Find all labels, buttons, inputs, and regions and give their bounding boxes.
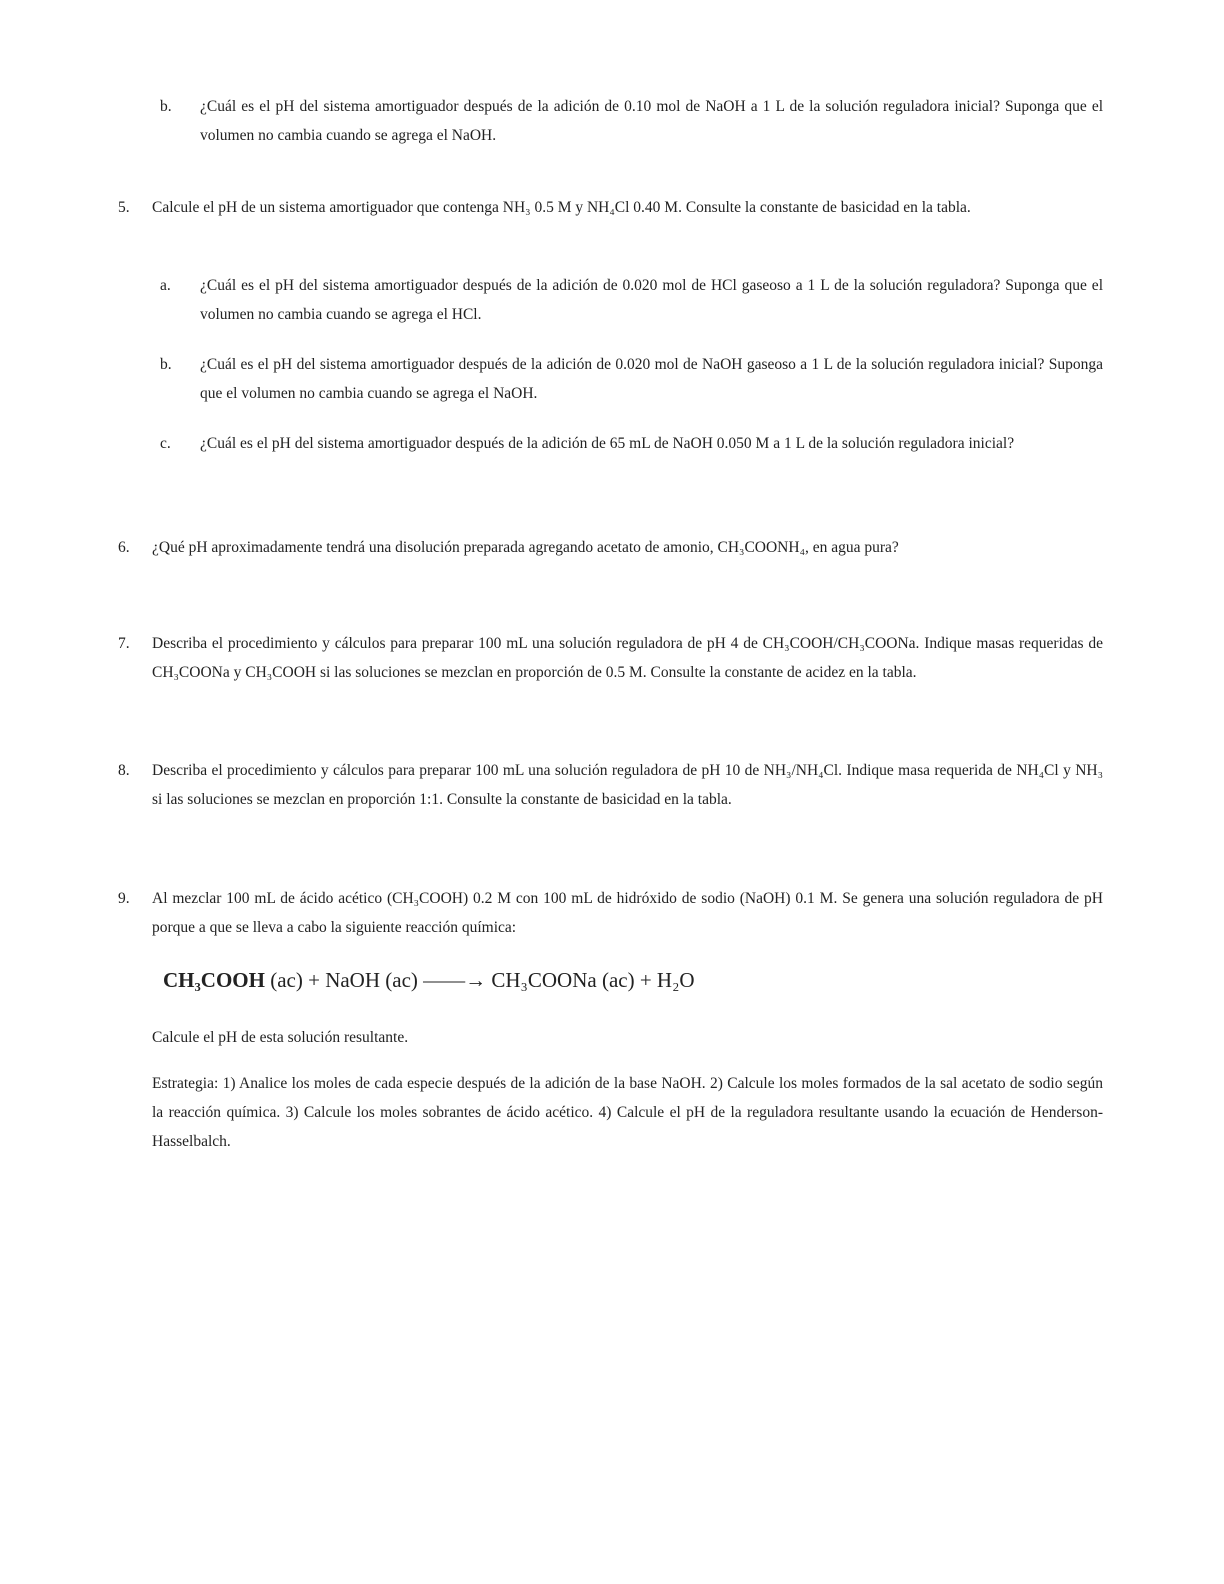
calculate-instruction: Calcule el pH de esta solución resultante. [152, 1029, 409, 1046]
question-6-number: 6. [118, 539, 130, 556]
question-7 [118, 629, 1103, 687]
question-5c [160, 429, 1103, 458]
question-5b-number: b. [160, 356, 172, 373]
question-7-number: 7. [118, 635, 130, 652]
question-8-text: Describa el procedimiento y cálculos para preparar 100 mL una solución reguladora de pH 10 de NH₃/NH₄Cl. Indique masa requerida de NH₄Cl y NH₃ si las soluciones se mezclan en proporción 1:1. Consulte la constante de basicidad en la tabla. [152, 762, 1103, 808]
question-7-text: Describa el procedimiento y cálculos para preparar 100 mL una solución reguladora de pH 4 de CH₃COOH/CH₃COONa. Indique masas requeridas de CH₃COONa y CH₃COOH si las soluciones se mezclan en proporción de 0.5 M. Consulte la constante de acidez en la tabla. [152, 635, 1103, 681]
question-5 [118, 193, 1103, 222]
question-4b-number: b. [160, 98, 172, 115]
question-6 [118, 533, 1103, 562]
question-5-number: 5. [118, 199, 130, 216]
question-5a-text: ¿Cuál es el pH del sistema amortiguador después de la adición de 0.020 mol de HCl gaseoso a 1 L de la solución reguladora? Suponga que el volumen no cambia cuando se agrega el HCl. [200, 277, 1103, 323]
question-5b [160, 350, 1103, 408]
question-4b [160, 92, 1103, 150]
question-5a [160, 271, 1103, 329]
question-5a-number: a. [160, 277, 171, 294]
equation-reactant-acid: CH₃COOH [163, 968, 265, 992]
question-5c-number: c. [160, 435, 171, 452]
question-5c-text: ¿Cuál es el pH del sistema amortiguador después de la adición de 65 mL de NaOH 0.050 M a 1 L de la solución reguladora inicial? [200, 435, 1015, 452]
question-5b-text: ¿Cuál es el pH del sistema amortiguador después de la adición de 0.020 mol de NaOH gaseoso a 1 L de la solución reguladora inicial? Suponga que el volumen no cambia cuando se agrega el NaOH. [200, 356, 1103, 402]
question-9 [118, 884, 1103, 942]
question-9-number: 9. [118, 890, 130, 907]
question-8-number: 8. [118, 762, 130, 779]
strategy-paragraph: Estrategia: 1) Analice los moles de cada especie después de la adición de la base NaOH. 2) Calcule los moles formados de la sal acetato de sodio según la reacción química. 3) Calcule los moles sobrantes de ácido acético. 4) Calcule el pH de la reguladora resultante usando la ecuación de Henderson-Hasselbalch. [152, 1075, 1103, 1150]
question-5-text: Calcule el pH de un sistema amortiguador que contenga NH₃ 0.5 M y NH₄Cl 0.40 M. Consulte la constante de basicidad en la tabla. [152, 199, 971, 216]
chemical-equation [163, 966, 695, 994]
question-4b-text: ¿Cuál es el pH del sistema amortiguador después de la adición de 0.10 mol de NaOH a 1 L de la solución reguladora inicial? Suponga que el volumen no cambia cuando se agrega el NaOH. [200, 98, 1103, 144]
question-6-text: ¿Qué pH aproximadamente tendrá una disolución preparada agregando acetato de amonio, CH₃COONH₄, en agua pura? [152, 539, 899, 556]
question-8 [118, 756, 1103, 814]
question-9-text: Al mezclar 100 mL de ácido acético (CH₃COOH) 0.2 M con 100 mL de hidróxido de sodio (NaOH) 0.1 M. Se genera una solución reguladora de pH porque a que se lleva a cabo la siguiente reacción química: [152, 890, 1103, 936]
equation-remainder: (ac) + NaOH (ac) ——→ CH₃COONa (ac) + H₂O [264, 968, 695, 992]
